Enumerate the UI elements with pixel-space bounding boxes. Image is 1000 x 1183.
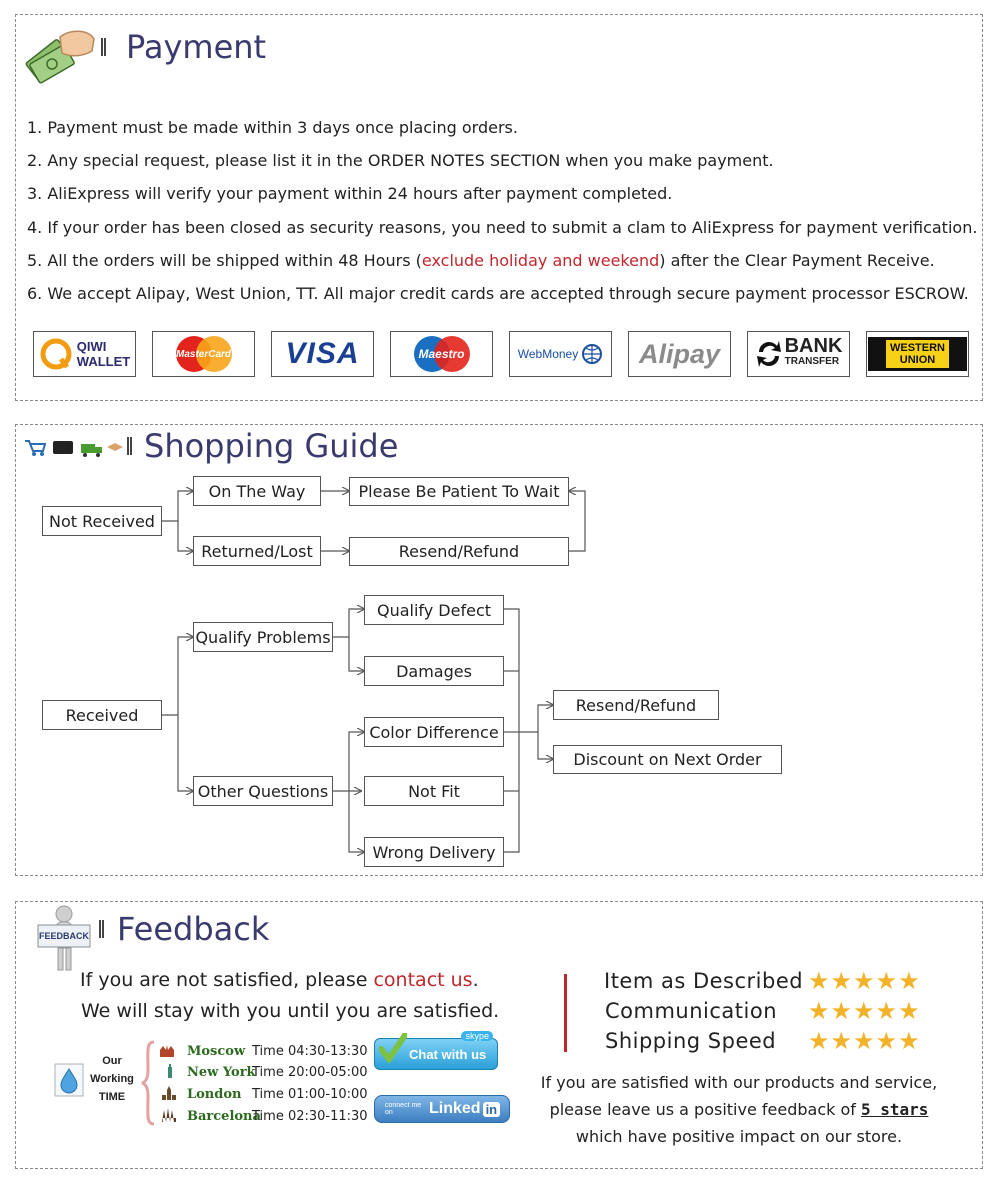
qiwi-label-2: WALLET bbox=[76, 354, 131, 369]
moscow-landmark-icon bbox=[159, 1043, 175, 1057]
qiwi-circle-icon bbox=[39, 337, 73, 371]
statue-of-liberty-icon bbox=[162, 1064, 178, 1078]
rule-5-highlight: exclude holiday and weekend bbox=[421, 251, 660, 270]
skype-chat-button[interactable] bbox=[374, 1031, 498, 1070]
feedback-title: Feedback bbox=[117, 910, 270, 948]
payment-title: Payment bbox=[126, 28, 267, 66]
linkedin-connect-button[interactable] bbox=[374, 1095, 510, 1123]
linkedin-small-label: connect me on bbox=[385, 1102, 422, 1116]
brace-icon bbox=[140, 1040, 156, 1126]
node-received: Received bbox=[42, 700, 162, 730]
mastercard-label: MasterCard bbox=[175, 348, 232, 360]
not-satisfied-text bbox=[80, 969, 479, 991]
node-returned-lost: Returned/Lost bbox=[193, 536, 321, 566]
working-time-label bbox=[86, 1052, 138, 1106]
payment-rule-2: 2. Any special request, please list it in the ORDER NOTES SECTION when you make payment. bbox=[27, 151, 774, 170]
city-moscow-time: Time 04:30-13:30 bbox=[252, 1044, 368, 1059]
node-resend-refund-top: Resend/Refund bbox=[349, 537, 569, 566]
payment-section bbox=[15, 14, 983, 401]
stay-with-you-text: We will stay with you until you are satisfied. bbox=[81, 1000, 500, 1022]
rating-item-described-stars: ★★★★★ bbox=[808, 968, 921, 995]
title-bar-marker bbox=[99, 920, 104, 938]
payment-rule-3: 3. AliExpress will verify your payment within 24 hours after payment completed. bbox=[27, 184, 673, 203]
node-qualify-problems: Qualify Problems bbox=[193, 622, 333, 652]
node-color-difference: Color Difference bbox=[364, 717, 504, 747]
rating-shipping-speed-label: Shipping Speed bbox=[605, 1029, 777, 1053]
globe-icon bbox=[581, 343, 603, 365]
title-bar-marker bbox=[101, 38, 106, 56]
payment-rule-4: 4. If your order has been closed as security reasons, you need to submit a clam to AliExpress for payment verification. bbox=[27, 218, 978, 237]
node-damages: Damages bbox=[364, 656, 504, 686]
feedback-section bbox=[15, 901, 983, 1169]
contact-us-link[interactable]: contact us bbox=[373, 969, 473, 991]
node-resend-refund: Resend/Refund bbox=[553, 690, 719, 720]
rule-5-text-after: ) after the Clear Payment Receive. bbox=[659, 251, 935, 270]
ratings-divider bbox=[564, 974, 567, 1052]
not-satisfied-after: . bbox=[472, 969, 479, 991]
rating-communication-label: Communication bbox=[605, 999, 778, 1023]
payment-rule-6: 6. We accept Alipay, West Union, TT. All major credit cards are accepted through secure payment processor ESCROW. bbox=[27, 284, 969, 303]
visa-label: VISA bbox=[285, 337, 360, 370]
bank-label-2: TRANSFER bbox=[784, 356, 840, 367]
linkedin-in-icon: in bbox=[483, 1102, 501, 1117]
skype-chat-label: Chat with us bbox=[409, 1047, 487, 1062]
positive-feedback-line-2 bbox=[519, 1100, 959, 1119]
big-ben-icon bbox=[161, 1086, 177, 1100]
node-other-questions: Other Questions bbox=[193, 776, 333, 806]
city-barcelona-time: Time 02:30-11:30 bbox=[252, 1109, 368, 1124]
positive-feedback-line-1: If you are satisfied with our products and service, bbox=[540, 1073, 938, 1092]
visa-logo bbox=[271, 331, 374, 377]
webmoney-label: WebMoney bbox=[517, 347, 579, 361]
money-hand-icon bbox=[22, 23, 100, 95]
node-qualify-defect: Qualify Defect bbox=[364, 595, 504, 625]
skype-tag: skype bbox=[461, 1031, 493, 1041]
linkedin-label: Linked bbox=[429, 1100, 481, 1117]
payment-rule-1: 1. Payment must be made within 3 days once placing orders. bbox=[27, 118, 518, 137]
webmoney-logo bbox=[509, 331, 612, 377]
node-on-the-way: On The Way bbox=[193, 476, 321, 506]
rule-5-text-before: 5. All the orders will be shipped within 48 Hours ( bbox=[27, 251, 422, 270]
shopping-guide-section bbox=[15, 424, 983, 876]
node-please-wait: Please Be Patient To Wait bbox=[349, 477, 569, 506]
mastercard-logo bbox=[152, 331, 255, 377]
payment-rule-5 bbox=[27, 251, 935, 270]
node-not-received: Not Received bbox=[42, 506, 162, 536]
city-moscow: Moscow bbox=[187, 1044, 246, 1059]
qiwi-wallet-logo bbox=[33, 331, 136, 377]
city-london: London bbox=[187, 1087, 242, 1102]
rating-communication-stars: ★★★★★ bbox=[808, 998, 921, 1025]
positive-feedback-line-3: which have positive impact on our store. bbox=[575, 1127, 903, 1146]
working-line-3: TIME bbox=[98, 1091, 126, 1103]
node-not-fit: Not Fit bbox=[364, 776, 504, 806]
bank-label-1: BANK bbox=[784, 335, 843, 357]
rating-item-described-label: Item as Described bbox=[604, 969, 804, 993]
maestro-logo bbox=[390, 331, 493, 377]
node-wrong-delivery: Wrong Delivery bbox=[364, 837, 504, 867]
sagrada-familia-icon bbox=[161, 1108, 177, 1122]
bank-transfer-logo bbox=[747, 331, 850, 377]
working-line-1: Our bbox=[102, 1055, 122, 1067]
maestro-label: Maestro bbox=[418, 347, 465, 361]
water-drop-icon bbox=[54, 1063, 84, 1097]
qiwi-label-1: QIWI bbox=[76, 339, 107, 354]
western-union-logo bbox=[866, 331, 969, 377]
not-satisfied-before: If you are not satisfied, please bbox=[80, 969, 374, 991]
five-stars-text: 5 stars bbox=[860, 1100, 929, 1119]
shopping-guide-title: Shopping Guide bbox=[144, 427, 399, 465]
checkmark-icon bbox=[379, 1033, 407, 1063]
western-label-1: WESTERN bbox=[890, 342, 945, 354]
rating-shipping-speed-stars: ★★★★★ bbox=[808, 1028, 921, 1055]
city-new-york: New York bbox=[187, 1065, 256, 1080]
transfer-arrows-icon bbox=[755, 338, 783, 370]
node-discount-next-order: Discount on Next Order bbox=[553, 745, 782, 774]
city-barcelona: Barcelona bbox=[187, 1109, 261, 1124]
positive-feedback-request: please leave us a positive feedback of bbox=[549, 1100, 861, 1119]
city-london-time: Time 01:00-10:00 bbox=[252, 1087, 368, 1102]
western-label-2: UNION bbox=[899, 354, 936, 366]
city-new-york-time: Time 20:00-05:00 bbox=[252, 1065, 368, 1080]
feedback-badge-label: FEEDBACK bbox=[38, 931, 89, 941]
alipay-logo bbox=[628, 331, 731, 377]
alipay-label: Alipay bbox=[638, 338, 721, 369]
working-line-2: Working bbox=[90, 1073, 134, 1085]
